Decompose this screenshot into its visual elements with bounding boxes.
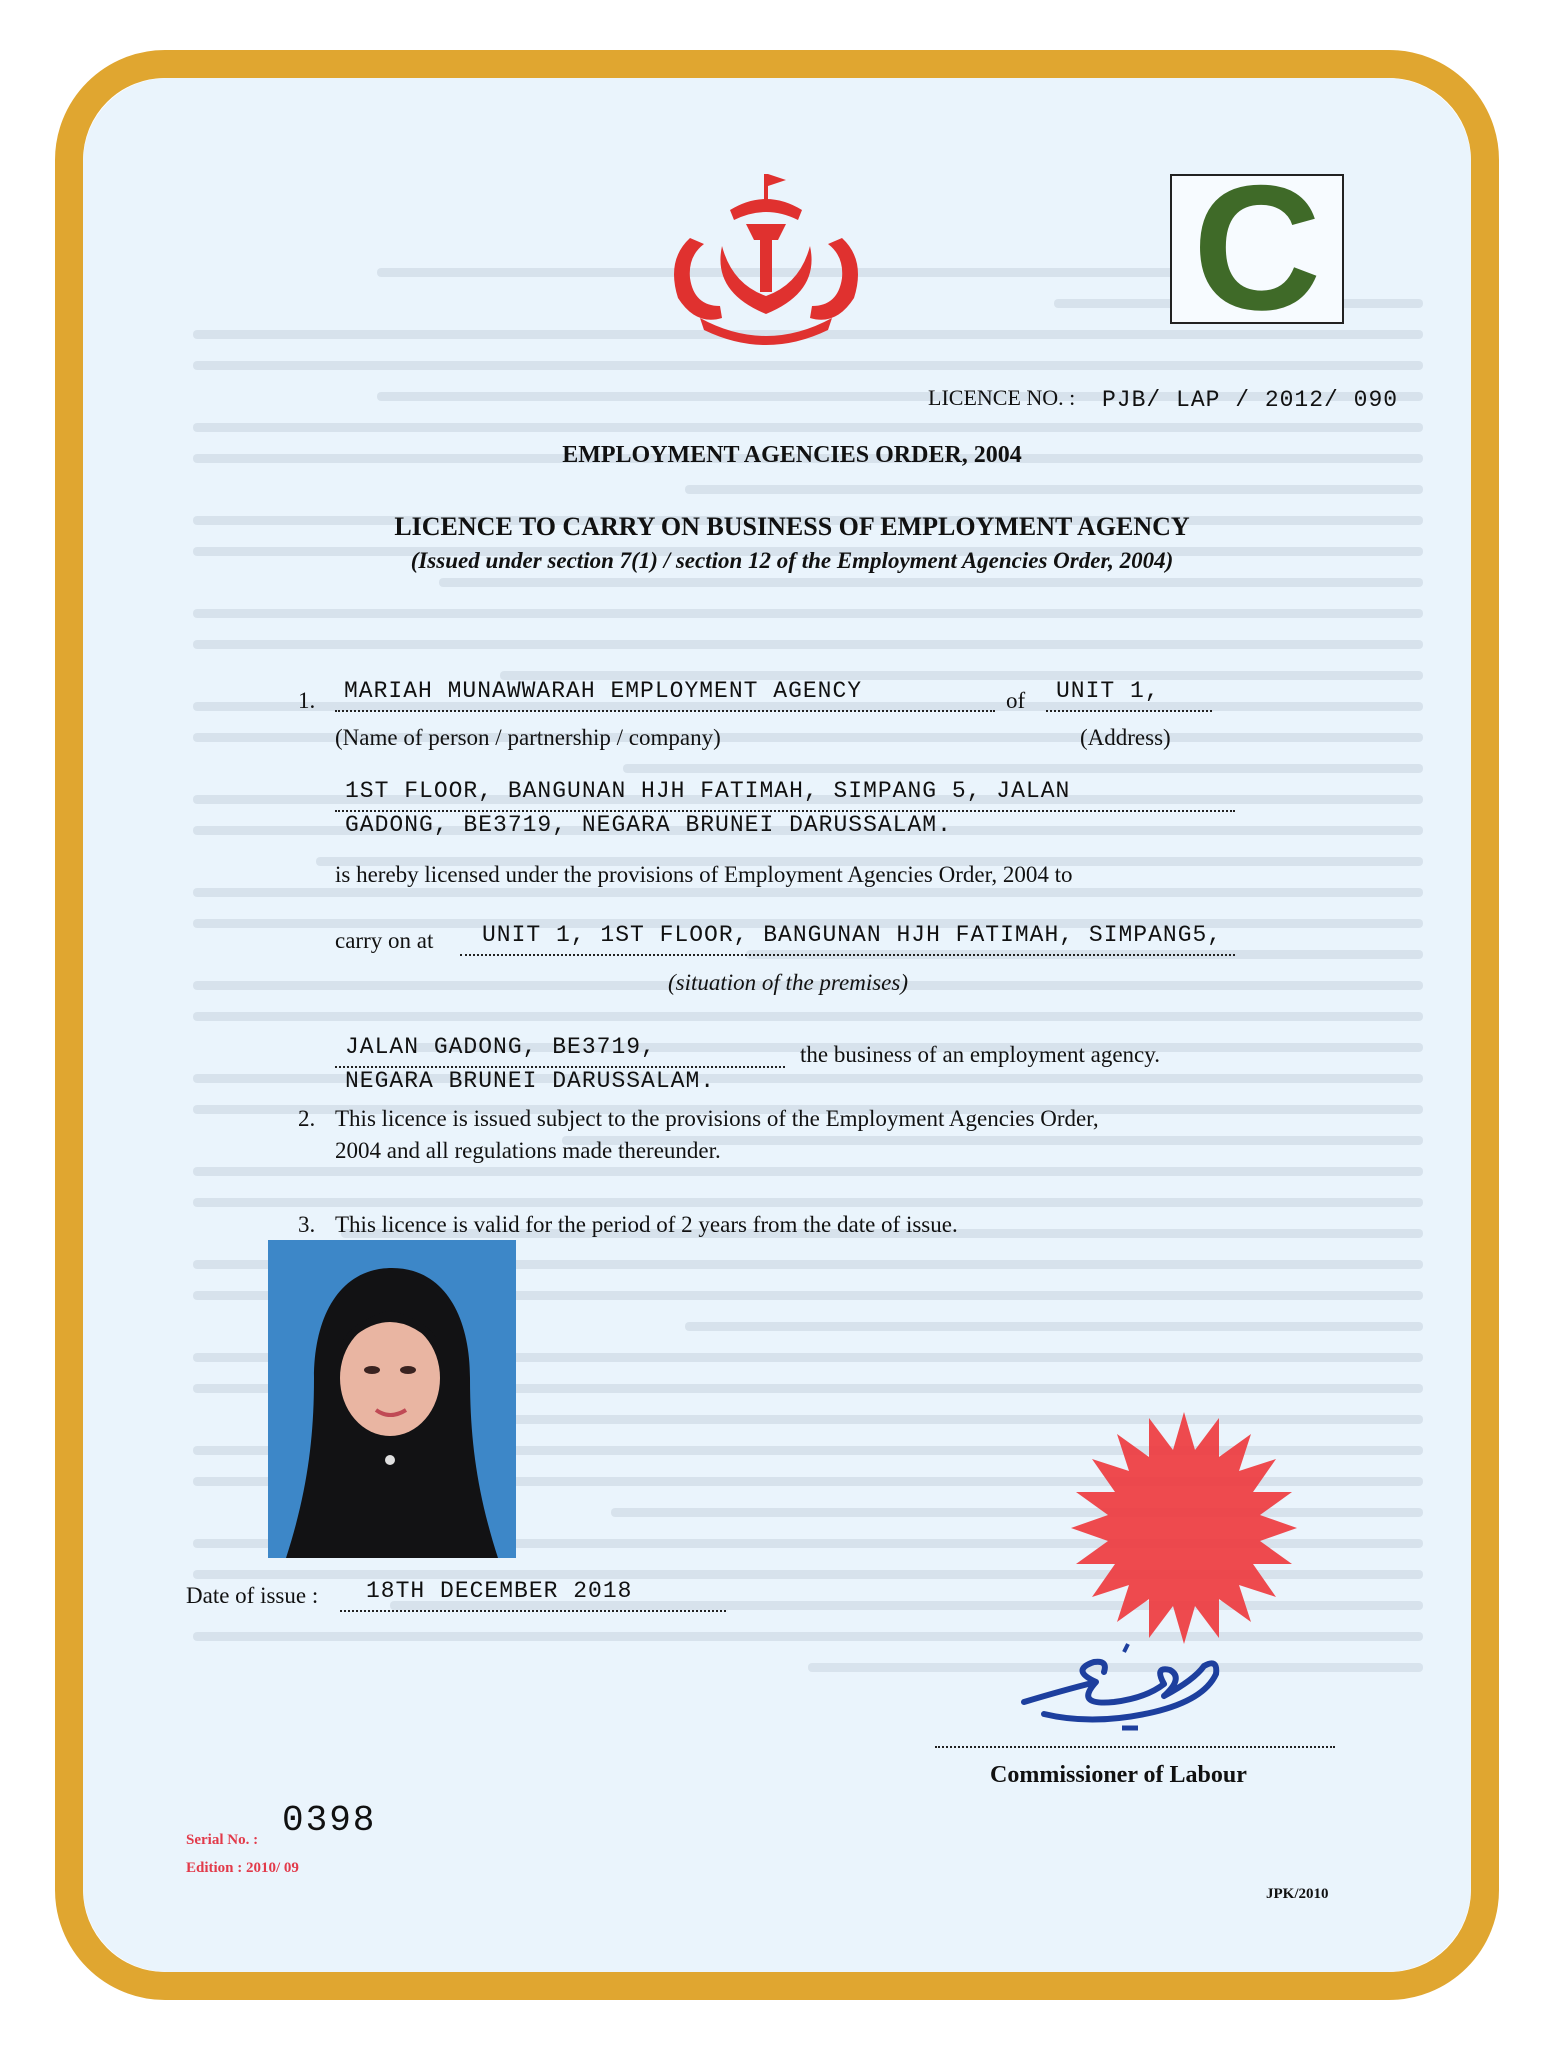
- address-line2: GADONG, BE3719, NEGARA BRUNEI DARUSSALAM.: [345, 812, 952, 838]
- item1-number: 1.: [298, 688, 316, 713]
- premises-line1: UNIT 1, 1ST FLOOR, BANGUNAN HJH FATIMAH, SIMPANG5,: [482, 922, 1223, 948]
- holder-portrait: [268, 1240, 516, 1558]
- name-caption: (Name of person / partnership / company): [335, 725, 721, 750]
- item2-line1: This licence is issued subject to the provisions of the Employment Agencies Order,: [335, 1106, 1099, 1131]
- item3-number: 3.: [298, 1212, 316, 1237]
- of-text: of: [1006, 688, 1026, 713]
- serial-label: Serial No. :: [186, 1832, 259, 1848]
- premises-caption: (situation of the premises): [668, 970, 908, 995]
- category-letter-box: [1170, 148, 1344, 347]
- signatory-title: Commissioner of Labour: [990, 1762, 1247, 1788]
- official-red-seal: [1056, 1410, 1312, 1660]
- date-of-issue-value: 18TH DECEMBER 2018: [366, 1578, 633, 1604]
- date-of-issue-label: Date of issue :: [186, 1583, 319, 1608]
- premises-line3: NEGARA BRUNEI DARUSSALAM.: [345, 1068, 716, 1094]
- address-start-value: UNIT 1,: [1056, 678, 1160, 704]
- category-letter: C: [1192, 148, 1322, 347]
- licensed-text: is hereby licensed under the provisions of Employment Agencies Order, 2004 to: [335, 862, 1073, 887]
- commissioner-signature: [1004, 1640, 1244, 1740]
- form-code: JPK/2010: [1266, 1886, 1329, 1902]
- business-text: the business of an employment agency.: [800, 1042, 1161, 1067]
- serial-number: 0398: [282, 1800, 377, 1841]
- licence-title: LICENCE TO CARRY ON BUSINESS OF EMPLOYMENT AGENCY: [394, 512, 1190, 541]
- agency-name-value: MARIAH MUNAWWARAH EMPLOYMENT AGENCY: [344, 678, 863, 704]
- carry-on-at-text: carry on at: [335, 928, 434, 953]
- item2-number: 2.: [298, 1106, 316, 1131]
- item2-line2: 2004 and all regulations made thereunder.: [335, 1138, 721, 1163]
- holder-photograph: [268, 1240, 516, 1558]
- licence-number-value: PJB/ LAP / 2012/ 090: [1102, 387, 1399, 413]
- issued-under-text: (Issued under section 7(1) / section 12 of the Employment Agencies Order, 2004): [410, 548, 1174, 573]
- certificate-paper: [83, 78, 1471, 1972]
- licence-number-label: LICENCE NO. :: [928, 385, 1076, 410]
- brunei-crest-emblem: [660, 168, 872, 348]
- address-caption: (Address): [1080, 725, 1171, 750]
- premises-line2: JALAN GADONG, BE3719,: [345, 1034, 656, 1060]
- signature-rule: [935, 1746, 1335, 1748]
- address-line1: 1ST FLOOR, BANGUNAN HJH FATIMAH, SIMPANG 5, JALAN: [345, 778, 1071, 804]
- order-title: EMPLOYMENT AGENCIES ORDER, 2004: [562, 442, 1022, 468]
- edition-text: Edition : 2010/ 09: [186, 1860, 299, 1876]
- item3-text: This licence is valid for the period of 2 years from the date of issue.: [335, 1212, 958, 1237]
